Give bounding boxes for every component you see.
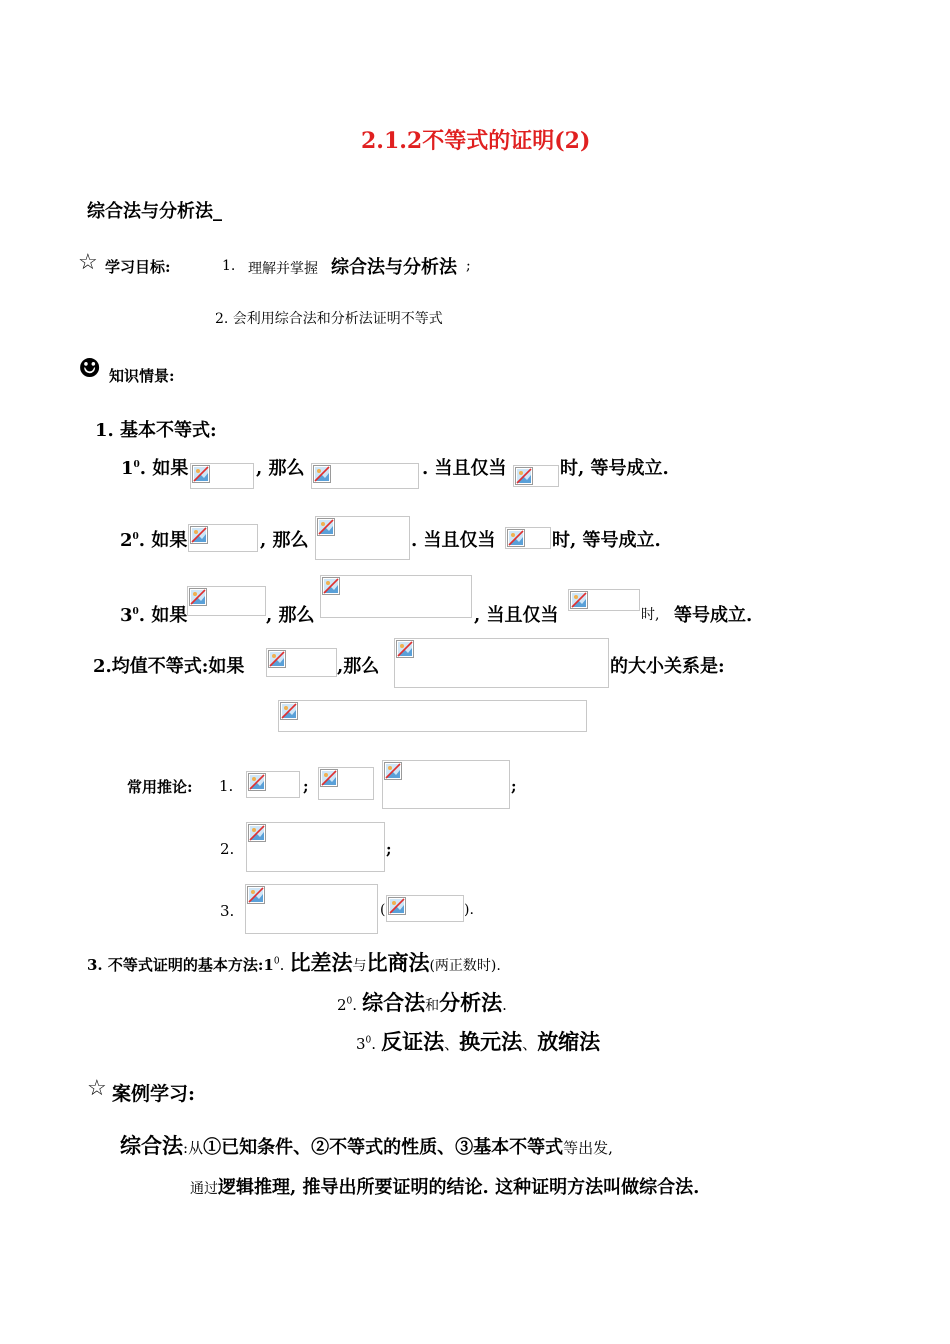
corollary-label: 常用推论: [127, 778, 193, 796]
broken-image-icon [247, 886, 265, 904]
broken-image-icon [313, 465, 331, 483]
corollary-3-num: 3. [220, 902, 235, 920]
broken-image-icon [268, 650, 286, 668]
semicolon: ; [386, 840, 392, 858]
formula-image [320, 575, 472, 618]
row3-text-b: , 那么 [266, 605, 315, 626]
row2-text-c: . 当且仅当 [411, 530, 496, 551]
formula-image [187, 586, 266, 616]
broken-image-icon [507, 529, 525, 547]
broken-image-icon [190, 526, 208, 544]
formula-image [386, 895, 464, 922]
broken-image-icon [384, 762, 402, 780]
goal-1-num: 1. [222, 258, 236, 274]
page-title: 2.1.2不等式的证明(2) [361, 128, 591, 154]
formula-image [382, 760, 510, 809]
star-icon: ☆ [87, 1076, 107, 1101]
formula-image [513, 465, 559, 487]
broken-image-icon [388, 897, 406, 915]
synth-line-2: 通过逻辑推理, 推导出所要证明的结论. 这种证明方法叫做综合法. [190, 1177, 700, 1198]
formula-image [394, 638, 609, 688]
subtitle: 综合法与分析法_ [87, 201, 222, 222]
formula-image [315, 516, 410, 560]
broken-image-icon [280, 702, 298, 720]
broken-image-icon [248, 824, 266, 842]
paren-close: ). [464, 902, 474, 918]
methods-line-1: 3. 不等式证明的基本方法$:1^0$. 比差法与比商法(两正数时). [87, 950, 501, 975]
broken-image-icon [317, 518, 335, 536]
goal-1-bold: 综合法与分析法 [331, 257, 457, 278]
smiley-icon: ☻ [78, 354, 102, 384]
row2-text-b: , 那么 [260, 530, 309, 551]
formula-image [245, 884, 378, 934]
formula-image [568, 589, 640, 611]
formula-image [318, 767, 374, 800]
formula-image [505, 527, 551, 549]
row1-text-c: . 当且仅当 [422, 458, 507, 479]
broken-image-icon [396, 640, 414, 658]
row1-text-d: 时, 等号成立. [560, 458, 669, 479]
corollary-2-num: 2. [220, 840, 235, 858]
row1-label: $1^0$. 如果 [121, 458, 189, 479]
semicolon: ; [511, 777, 517, 795]
mean-text-c: 的大小关系是: [610, 656, 725, 677]
row3-label: $3^0$. 如果 [120, 605, 188, 626]
formula-image [311, 463, 419, 489]
mean-text-b: ,那么 [337, 656, 380, 677]
mean-text-a: 2.均值不等式:如果 [93, 656, 245, 677]
row3-text-c: , 当且仅当 [474, 605, 559, 626]
goal-1-pre: 理解并掌握 [248, 261, 318, 277]
methods-line-2: $2^0$. 综合法和分析法. [337, 990, 507, 1015]
broken-image-icon [248, 773, 266, 791]
goal-2: 2. 会利用综合法和分析法证明不等式 [215, 311, 443, 327]
broken-image-icon [322, 577, 340, 595]
broken-image-icon [570, 591, 588, 609]
broken-image-icon [192, 465, 210, 483]
row3-text-e: 等号成立. [674, 605, 753, 626]
row2-label: $2^0$. 如果 [120, 530, 188, 551]
formula-image [188, 524, 258, 552]
broken-image-icon [320, 769, 338, 787]
formula-image [266, 648, 337, 677]
row2-text-d: 时, 等号成立. [552, 530, 661, 551]
paren-open: ( [380, 902, 386, 918]
case-label: 案例学习: [112, 1083, 196, 1105]
corollary-1-num: 1. [219, 777, 234, 795]
formula-image [246, 771, 300, 798]
knowledge-label: 知识情景: [109, 367, 175, 385]
formula-image [278, 700, 587, 732]
formula-image [246, 822, 385, 872]
star-icon: ☆ [78, 250, 98, 275]
goal-1-post: ; [466, 258, 471, 274]
formula-image [190, 463, 254, 489]
broken-image-icon [189, 588, 207, 606]
row3-text-d: 时, [641, 607, 660, 623]
basic-heading: 1. 基本不等式: [95, 420, 217, 441]
goals-label: 学习目标: [105, 258, 171, 276]
broken-image-icon [515, 467, 533, 485]
semicolon: ; [303, 777, 309, 795]
methods-line-3: $3^0$. 反证法、换元法、放缩法 [356, 1029, 601, 1054]
synth-line-1: 综合法:从①已知条件、②不等式的性质、③基本不等式等出发, [120, 1133, 613, 1158]
row1-text-b: , 那么 [256, 458, 305, 479]
